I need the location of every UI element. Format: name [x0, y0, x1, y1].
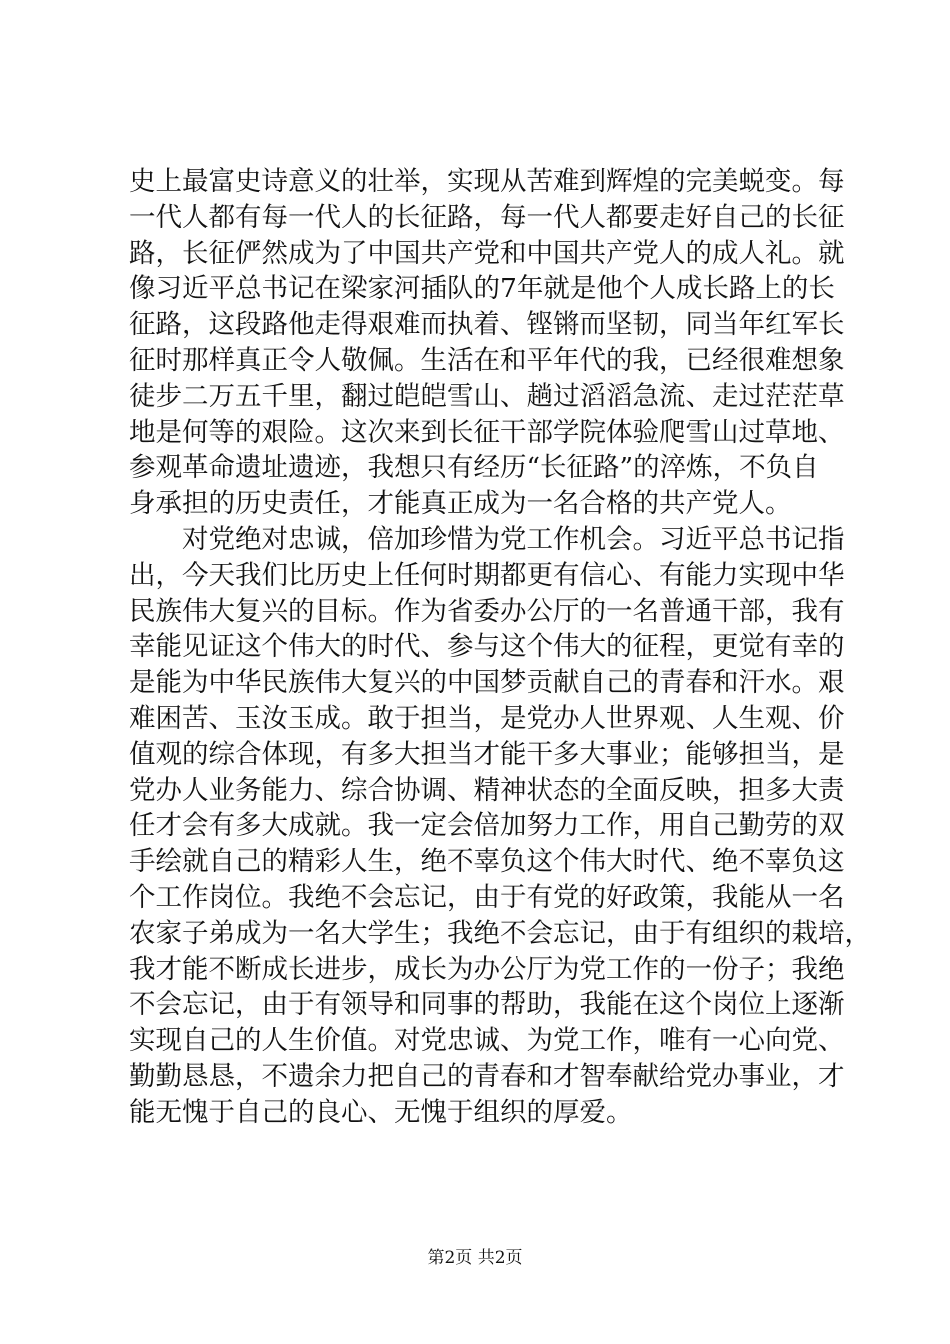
text-line: 参观革命遗址遗迹，我想只有经历“长征路”的淬炼，不负自: [129, 452, 819, 484]
text-line: 值观的综合体现，有多大担当才能干多大事业；能够担当，是: [129, 738, 845, 770]
text-line: 不会忘记，由于有领导和同事的帮助，我能在这个岗位上逐渐: [129, 989, 845, 1021]
text-line: 徒步二万五千里，翻过皑皑雪山、趟过滔滔急流、走过茫茫草: [129, 380, 845, 412]
text-line: 地是何等的艰险。这次来到长征干部学院体验爬雪山过草地、: [129, 416, 845, 448]
text-line: 我才能不断成长进步，成长为办公厅为党工作的一份子；我绝: [129, 953, 845, 985]
text-line: 任才会有多大成就。我一定会倍加努力工作，用自己勤劳的双: [129, 810, 845, 842]
text-line: 史上最富史诗意义的壮举，实现从苦难到辉煌的完美蜕变。每: [129, 166, 845, 197]
text-line: 一代人都有每一代人的长征路，每一代人都要走好自己的长征: [129, 201, 845, 233]
document-body: [129, 164, 871, 1131]
text-line: 勤勤恳恳，不遗余力把自己的青春和才智奉献给党办事业，才: [129, 1060, 845, 1092]
text-line: 出，今天我们比历史上任何时期都更有信心、有能力实现中华: [129, 559, 845, 591]
page-number-footer: 第2页 共2页: [427, 1248, 523, 1268]
text-line: 个工作岗位。我绝不会忘记，由于有党的好政策，我能从一名: [129, 881, 845, 913]
text-line: 是能为中华民族伟大复兴的中国梦贡献自己的青春和汗水。艰: [129, 667, 845, 699]
text-line: 征时那样真正令人敬佩。生活在和平年代的我，已经很难想象: [129, 344, 845, 376]
text-line: 对党绝对忠诚，倍加珍惜为党工作机会。习近平总书记指: [182, 523, 845, 555]
text-line: 征路，这段路他走得艰难而执着、铿锵而坚韧，同当年红军长: [129, 309, 845, 341]
text-line: 农家子弟成为一名大学生；我绝不会忘记，由于有组织的栽培，: [129, 917, 871, 949]
text-line: 幸能见证这个伟大的时代、参与这个伟大的征程，更觉有幸的: [129, 631, 845, 663]
text-line: 实现自己的人生价值。对党忠诚、为党工作，唯有一心向党、: [129, 1025, 845, 1057]
text-line: 能无愧于自己的良心、无愧于组织的厚爱。: [129, 1096, 633, 1128]
text-line: 像习近平总书记在梁家河插队的7年就是他个人成长路上的长: [129, 273, 835, 305]
paragraph-1: [129, 164, 845, 522]
text-line: 党办人业务能力、综合协调、精神状态的全面反映，担多大责: [129, 774, 845, 806]
text-line: 路，长征俨然成为了中国共产党和中国共产党人的成人礼。就: [129, 237, 845, 269]
paragraph-2: [129, 522, 871, 1131]
text-line: 手绘就自己的精彩人生，绝不辜负这个伟大时代、绝不辜负这: [129, 846, 845, 878]
text-line: 民族伟大复兴的目标。作为省委办公厅的一名普通干部，我有: [129, 595, 845, 627]
text-line: 身承担的历史责任，才能真正成为一名合格的共产党人。: [129, 488, 792, 520]
text-line: 难困苦、玉汝玉成。敢于担当，是党办人世界观、人生观、价: [129, 702, 845, 734]
